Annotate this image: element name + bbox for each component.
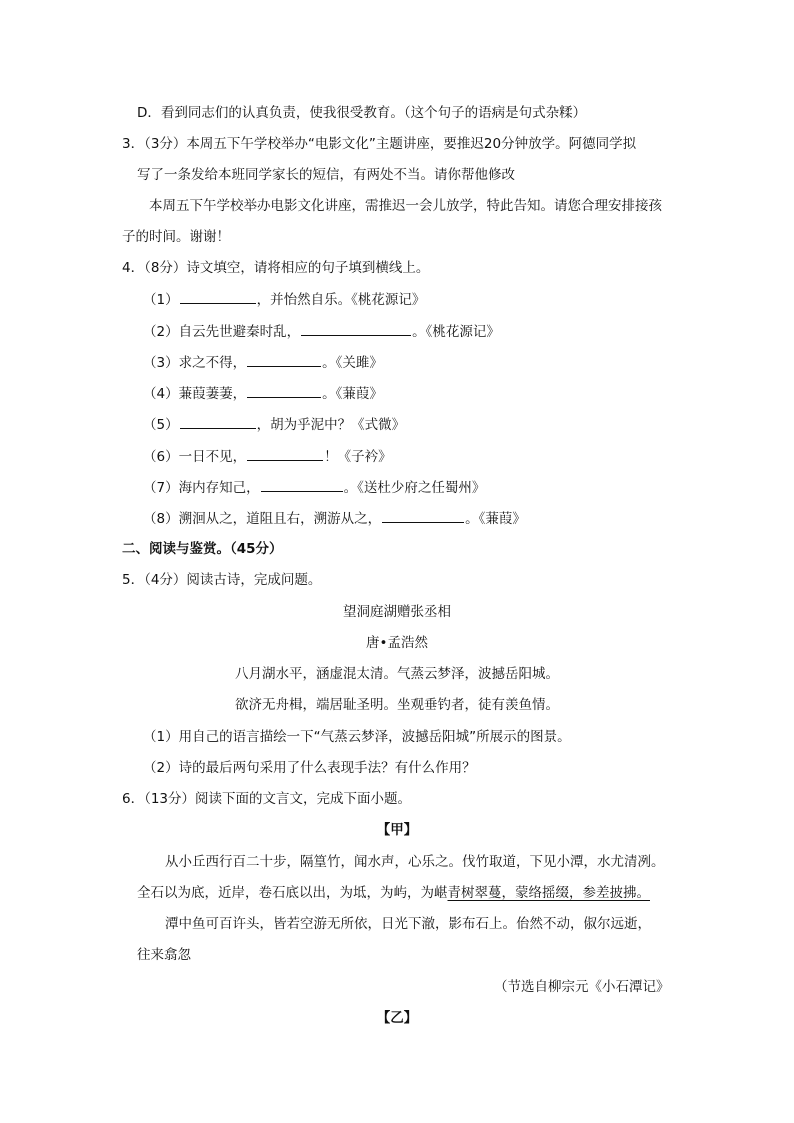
passage-jia-label: 【甲】 bbox=[376, 822, 418, 838]
q3-stem: 3．（3分）本周五下午学校举办“电影文化”主题讲座，要推迟20分钟放学。阿德同学拟 bbox=[122, 136, 637, 152]
q4-item-6-prefix: （6）一日不见， bbox=[143, 449, 247, 465]
q2-option-d: D．看到同志们的认真负责，使我很受教育。（这个句子的语病是句式杂糅） bbox=[137, 105, 587, 121]
answer-blank[interactable] bbox=[247, 352, 321, 367]
q4-item-7 bbox=[143, 477, 485, 498]
q4-item-3 bbox=[143, 352, 383, 373]
poem-line-2: 欲济无舟楫，端居耻圣明。坐观垂钓者，徒有羡鱼情。 bbox=[235, 697, 559, 713]
q4-item-1 bbox=[143, 289, 425, 310]
q3-message-line1: 本周五下午学校举办电影文化讲座，需推迟一会儿放学，特此告知。请您合理安排接孩 bbox=[149, 198, 662, 214]
q4-item-2-suffix: 。《桃花源记》 bbox=[412, 324, 500, 340]
passage-line-2 bbox=[137, 883, 650, 903]
q4-item-3-suffix: 。《关雎》 bbox=[322, 355, 383, 371]
answer-blank[interactable] bbox=[180, 414, 256, 429]
answer-blank[interactable] bbox=[261, 477, 343, 492]
poem-title: 望洞庭湖赠张丞相 bbox=[343, 604, 451, 620]
q4-item-5 bbox=[143, 414, 405, 435]
q5-stem: 5．（4分）阅读古诗，完成问题。 bbox=[122, 572, 322, 588]
q6-stem: 6．（13分）阅读下面的文言文，完成下面小题。 bbox=[122, 791, 412, 807]
q4-item-3-prefix: （3）求之不得， bbox=[143, 355, 247, 371]
q4-stem: 4．（8分）诗文填空，请将相应的句子填到横线上。 bbox=[122, 260, 430, 276]
passage-line-3: 潭中鱼可百许头，皆若空游无所依，日光下澈，影布石上。佁然不动，俶尔远逝， bbox=[165, 916, 651, 932]
answer-blank[interactable] bbox=[180, 289, 256, 304]
poem-line-1: 八月湖水平，涵虚混太清。气蒸云梦泽，波撼岳阳城。 bbox=[235, 666, 559, 682]
answer-blank[interactable] bbox=[382, 508, 464, 523]
passage-line-4: 往来翕忽 bbox=[137, 947, 191, 963]
q4-item-2-prefix: （2）自云先世避秦时乱， bbox=[143, 324, 301, 340]
answer-blank[interactable] bbox=[301, 321, 411, 336]
q3-stem-cont: 写了一条发给本班同学家长的短信，有两处不当。请你帮他修改 bbox=[137, 167, 515, 183]
q4-item-1-suffix: ，并怡然自乐。《桃花源记》 bbox=[256, 292, 426, 308]
answer-blank[interactable] bbox=[247, 383, 321, 398]
q5-sub-1: （1）用自己的语言描绘一下“气蒸云梦泽，波撼岳阳城”所展示的图景。 bbox=[143, 729, 571, 745]
q5-sub-2: （2）诗的最后两句采用了什么表现手法？有什么作用？ bbox=[143, 760, 476, 776]
answer-blank[interactable] bbox=[247, 446, 323, 461]
q4-item-7-suffix: 。《送杜少府之任蜀州》 bbox=[343, 480, 486, 496]
section-2-heading: 二、阅读与鉴赏。（45分） bbox=[122, 541, 283, 557]
q4-item-4-suffix: 。《蒹葭》 bbox=[322, 386, 383, 402]
passage-yi-label: 【乙】 bbox=[376, 1010, 418, 1026]
passage-line-2-underlined: 青树翠蔓，蒙络摇缀，参差披拂。 bbox=[447, 885, 650, 901]
q4-item-4 bbox=[143, 383, 383, 404]
q3-message-line2: 子的时间。谢谢！ bbox=[122, 229, 230, 245]
q4-item-4-prefix: （4）蒹葭萋萋， bbox=[143, 386, 247, 402]
q4-item-2 bbox=[143, 321, 500, 342]
q4-item-5-prefix: （5） bbox=[143, 417, 179, 433]
q4-item-6-suffix: ！《子衿》 bbox=[324, 449, 392, 465]
q4-item-6 bbox=[143, 446, 392, 467]
q4-item-8-prefix: （8）溯洄从之，道阻且右，溯游从之， bbox=[143, 511, 382, 527]
q4-item-8-suffix: 。《蒹葭》 bbox=[465, 511, 526, 527]
passage-source: （节选自柳宗元《小石潭记》 bbox=[494, 979, 670, 995]
poem-author: 唐•孟浩然 bbox=[366, 635, 428, 651]
passage-line-1: 从小丘西行百二十步，隔篁竹，闻水声，心乐之。伐竹取道，下见小潭，水尤清冽。 bbox=[165, 854, 665, 870]
q4-item-1-prefix: （1） bbox=[143, 292, 179, 308]
q4-item-7-prefix: （7）海内存知己， bbox=[143, 480, 260, 496]
q4-item-8 bbox=[143, 508, 526, 529]
q4-item-5-suffix: ，胡为乎泥中？《式微》 bbox=[256, 417, 406, 433]
passage-line-2-plain: 全石以为底，近岸，卷石底以出，为坻，为屿，为嵁 bbox=[137, 885, 448, 901]
